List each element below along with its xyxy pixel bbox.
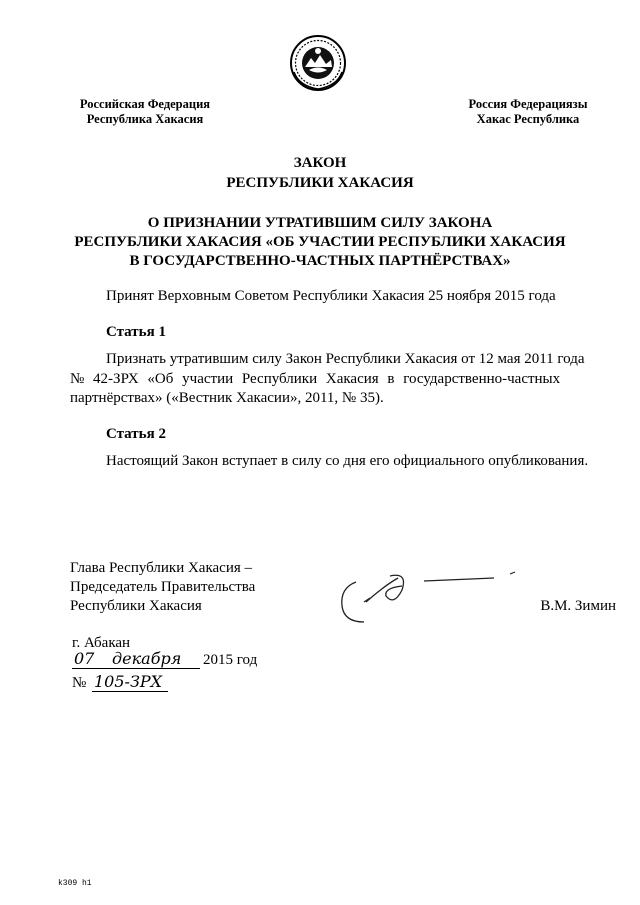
- header-left-line2: Республика Хакасия: [86, 112, 204, 126]
- number-underline: [92, 691, 168, 692]
- date-handwritten-day: 07: [74, 649, 95, 668]
- header-right-line1: Россия Федерациязы: [468, 97, 588, 111]
- place: г. Абакан: [72, 635, 131, 651]
- republic-emblem-icon: [289, 34, 347, 92]
- handwritten-signature: [336, 568, 526, 628]
- signatory-line3: Республики Хакасия: [70, 598, 202, 614]
- footer-code: k309 h1: [58, 879, 92, 888]
- article1-heading: Статья 1: [106, 324, 166, 340]
- subject-line1: О ПРИЗНАНИИ УТРАТИВШИМ СИЛУ ЗАКОНА: [147, 215, 493, 231]
- signatory-line2: Председатель Правительства: [70, 579, 256, 595]
- number-handwritten: 105-ЗРХ: [94, 672, 163, 691]
- subject-line3: В ГОСУДАРСТВЕННО-ЧАСТНЫХ ПАРТНЁРСТВАХ»: [129, 253, 511, 269]
- date-line: [72, 649, 272, 671]
- article2-heading: Статья 2: [106, 426, 166, 442]
- subject-line2: РЕСПУБЛИКИ ХАКАСИЯ «ОБ УЧАСТИИ РЕСПУБЛИКИ ХАКАСИЯ: [74, 234, 566, 250]
- article1-line1: Признать утратившим силу Закон Республики Хакасия от 12 мая 2011 года: [106, 351, 585, 367]
- header-right-line2: Хакас Республика: [476, 112, 580, 126]
- number-prefix: №: [72, 675, 87, 691]
- article2-text: Настоящий Закон вступает в силу со дня его официального опубликования.: [106, 453, 589, 469]
- date-underline: [72, 668, 200, 669]
- doc-title-line2: РЕСПУБЛИКИ ХАКАСИЯ: [226, 175, 414, 191]
- header-left-line1: Российская Федерация: [79, 97, 211, 111]
- date-handwritten-month: декабря: [112, 649, 182, 668]
- article1-line2: № 42-ЗРХ «Об участии Республики Хакасия в государственно-частных: [70, 371, 561, 387]
- date-year: 2015 год: [203, 652, 258, 668]
- number-line: [72, 672, 202, 694]
- signatory-name: В.М. Зимин: [540, 598, 616, 614]
- article1-line3: партнёрствах» («Вестник Хакасии», 2011, № 35).: [70, 390, 384, 406]
- adoption-note: Принят Верховным Советом Республики Хакасия 25 ноября 2015 года: [106, 288, 556, 304]
- signatory-line1: Глава Республики Хакасия –: [70, 560, 253, 576]
- doc-title-line1: ЗАКОН: [293, 155, 347, 171]
